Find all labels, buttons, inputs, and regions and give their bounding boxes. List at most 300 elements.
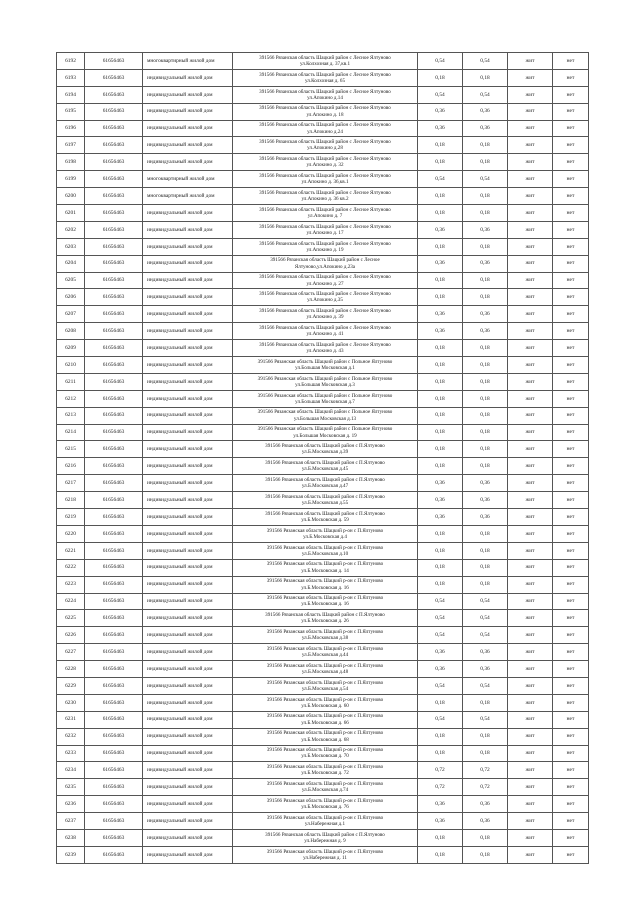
usage-cell: жит [508,677,553,694]
row-number-cell: 6211 [57,373,85,390]
address-line-1: 391566 Рязанская область Шацкий район с Лесное Ялтуново [259,291,391,298]
oktmo-code-cell: 61656463 [85,323,143,340]
usage-cell: жит [508,796,553,813]
address-line-1: 391566 Рязанская область Шацкий р-он с П.Ялтуново [266,578,384,585]
address-line-1: 391566 Рязанская область Шацкий район с Лесное Ялтуново [259,88,391,95]
flag-cell: нет [553,103,589,120]
value-a-cell: 0,18 [418,542,463,559]
value-a-cell: 0,18 [418,728,463,745]
row-number-cell: 6239 [57,846,85,863]
flag-cell: нет [553,525,589,542]
building-type-cell: индивидуальный жилой дом [143,728,233,745]
address-line-2: ул.Апокино д. 32 [306,162,344,169]
address-cell [233,272,418,289]
usage-cell: жит [508,542,553,559]
address-line-2: ул.Б.Московская д. 66 [301,719,349,726]
building-type-cell: индивидуальный жилой дом [143,677,233,694]
oktmo-code-cell: 61656463 [85,458,143,475]
address-line-1: 391566 Рязанская область Шацкий район с Польное Ялтуново [257,392,393,399]
value-b-cell: 0,36 [463,306,508,323]
address-line-2: ул.Большая Московская д.3 [295,381,355,388]
address-cell [233,711,418,728]
building-type-cell: индивидуальный жилой дом [143,475,233,492]
value-b-cell: 0,54 [463,610,508,627]
building-type-cell: индивидуальный жилой дом [143,205,233,222]
row-number-cell: 6216 [57,458,85,475]
value-a-cell: 0,18 [418,576,463,593]
oktmo-code-cell: 61656463 [85,542,143,559]
row-number-cell: 6214 [57,424,85,441]
table-row [57,424,589,441]
building-type-cell: индивидуальный жилой дом [143,424,233,441]
table-row [57,779,589,796]
value-b-cell: 0,18 [463,694,508,711]
address-cell [233,137,418,154]
usage-cell: жит [508,475,553,492]
value-a-cell: 0,18 [418,829,463,846]
address-line-2: ул.Апокино д. 17 [306,229,344,236]
flag-cell: нет [553,677,589,694]
address-line-2: ул.Апокино д.14 [307,94,343,101]
address-line-2: ул.Б.Московская д. 76 [301,804,349,811]
flag-cell: нет [553,407,589,424]
building-type-cell: индивидуальный жилой дом [143,306,233,323]
flag-cell: нет [553,357,589,374]
row-number-cell: 6192 [57,53,85,70]
value-b-cell: 0,18 [463,424,508,441]
address-cell [233,593,418,610]
oktmo-code-cell: 61656463 [85,407,143,424]
oktmo-code-cell: 61656463 [85,728,143,745]
address-line-2: ул.Б.Московская д. 72 [301,770,349,777]
usage-cell: жит [508,407,553,424]
address-cell [233,796,418,813]
address-line-2: ул.Б.Московская д.10 [301,550,349,557]
usage-cell: жит [508,610,553,627]
value-a-cell: 0,18 [418,441,463,458]
address-cell [233,103,418,120]
oktmo-code-cell: 61656463 [85,255,143,272]
value-b-cell: 0,54 [463,86,508,103]
address-line-1: 391566 Рязанская область Шацкий район с Лесное Ялтуново [259,189,391,196]
address-line-2: ул.Набережная д. 9 [304,837,346,844]
flag-cell: нет [553,323,589,340]
oktmo-code-cell: 61656463 [85,154,143,171]
address-line-1: 391566 Рязанская область Шацкий р-он с П.Ялтуново [266,629,384,636]
value-b-cell: 0,72 [463,762,508,779]
building-type-cell: индивидуальный жилой дом [143,661,233,678]
address-line-1: 391566 Рязанская область Шацкий район с Польное Ялтуново [257,375,393,382]
usage-cell: жит [508,272,553,289]
value-b-cell: 0,54 [463,677,508,694]
building-type-cell: индивидуальный жилой дом [143,542,233,559]
row-number-cell: 6231 [57,711,85,728]
value-a-cell: 0,36 [418,492,463,509]
address-line-2: ул.Б.Московская д.55 [301,500,349,507]
usage-cell: жит [508,323,553,340]
flag-cell: нет [553,306,589,323]
address-line-2: ул.Большая Московская д. 19 [293,432,357,439]
oktmo-code-cell: 61656463 [85,340,143,357]
oktmo-code-cell: 61656463 [85,188,143,205]
usage-cell: жит [508,728,553,745]
building-type-cell: индивидуальный жилой дом [143,289,233,306]
building-type-cell: индивидуальный жилой дом [143,221,233,238]
address-cell [233,813,418,830]
value-a-cell: 0,36 [418,323,463,340]
value-b-cell: 0,54 [463,593,508,610]
address-line-2: ул.Б.Московская д.48 [301,669,349,675]
value-b-cell: 0,18 [463,559,508,576]
oktmo-code-cell: 61656463 [85,53,143,70]
address-line-1: 391566 Рязанская область Шацкий район с Лесное Ялтуново [259,308,391,315]
usage-cell: жит [508,120,553,137]
table-row [57,559,589,576]
value-b-cell: 0,36 [463,120,508,137]
address-cell [233,509,418,526]
usage-cell: жит [508,390,553,407]
value-a-cell: 0,18 [418,424,463,441]
building-type-cell: индивидуальный жилой дом [143,407,233,424]
address-cell [233,154,418,171]
row-number-cell: 6206 [57,289,85,306]
table-row [57,576,589,593]
usage-cell: жит [508,509,553,526]
usage-cell: жит [508,171,553,188]
table-row [57,610,589,627]
flag-cell: нет [553,796,589,813]
address-line-1: 391566 Рязанская область Шацкий р-он с П.Ялтуново [266,662,384,669]
value-b-cell: 0,18 [463,340,508,357]
usage-cell: жит [508,154,553,171]
address-line-1: 391566 Рязанская область Шацкий район с П.Ялтуново [265,493,385,500]
row-number-cell: 6194 [57,86,85,103]
row-number-cell: 6235 [57,779,85,796]
value-b-cell: 0,18 [463,390,508,407]
address-line-1: 391566 Рязанская область Шацкий р-он с П.Ялтуново [266,781,384,788]
building-type-cell: индивидуальный жилой дом [143,255,233,272]
oktmo-code-cell: 61656463 [85,779,143,796]
value-a-cell: 0,36 [418,475,463,492]
address-cell [233,829,418,846]
table-row [57,745,589,762]
oktmo-code-cell: 61656463 [85,846,143,863]
value-a-cell: 0,36 [418,644,463,661]
value-a-cell: 0,18 [418,559,463,576]
value-b-cell: 0,18 [463,154,508,171]
address-line-1: 391566 Рязанская область Шацкий р-он с П.Ялтуново [266,527,384,534]
address-line-2: ул.Апокино д.24 [307,128,343,135]
table-row [57,154,589,171]
building-type-cell: индивидуальный жилой дом [143,458,233,475]
value-a-cell: 0,54 [418,711,463,728]
value-b-cell: 0,18 [463,289,508,306]
usage-cell: жит [508,661,553,678]
address-cell [233,542,418,559]
address-line-1: 391566 Рязанская область Шацкий район с Лесное Ялтуново [259,324,391,331]
table-row [57,475,589,492]
table-row [57,711,589,728]
flag-cell: нет [553,813,589,830]
flag-cell: нет [553,238,589,255]
table-row [57,289,589,306]
address-cell [233,86,418,103]
row-number-cell: 6230 [57,694,85,711]
flag-cell: нет [553,728,589,745]
row-number-cell: 6203 [57,238,85,255]
usage-cell: жит [508,813,553,830]
row-number-cell: 6227 [57,644,85,661]
document-page [56,52,588,864]
row-number-cell: 6210 [57,357,85,374]
building-type-cell: индивидуальный жилой дом [143,813,233,830]
address-line-1: 391566 Рязанская область Шацкий район с Лесное Ялтуново [259,71,391,78]
value-a-cell: 0,36 [418,255,463,272]
row-number-cell: 6234 [57,762,85,779]
address-line-2: ул.Большая Московская д.1 [295,364,355,371]
usage-cell: жит [508,69,553,86]
oktmo-code-cell: 61656463 [85,627,143,644]
row-number-cell: 6236 [57,796,85,813]
address-line-2: ул.Апокино д. 7 [307,212,343,219]
address-line-2: ул.Апокино д. 43 [306,348,344,355]
address-cell [233,323,418,340]
table-row [57,407,589,424]
value-a-cell: 0,18 [418,340,463,357]
address-line-1: 391566 Рязанская область Шацкий район с Польное Ялтуново [257,409,393,416]
building-type-cell: индивидуальный жилой дом [143,711,233,728]
value-a-cell: 0,54 [418,86,463,103]
table-row [57,661,589,678]
building-type-cell: индивидуальный жилой дом [143,762,233,779]
value-a-cell: 0,18 [418,694,463,711]
flag-cell: нет [553,188,589,205]
address-line-1: 391566 Рязанская область Шацкий р-он с П.Ялтуново [266,595,384,602]
table-row [57,525,589,542]
address-line-2: ул.Б.Московская д.44 [301,652,349,659]
address-line-2: ул.Б.Московская д.74 [301,787,349,794]
usage-cell: жит [508,762,553,779]
table-row [57,509,589,526]
oktmo-code-cell: 61656463 [85,171,143,188]
value-a-cell: 0,36 [418,509,463,526]
flag-cell: нет [553,644,589,661]
table-row [57,69,589,86]
address-cell [233,188,418,205]
flag-cell: нет [553,424,589,441]
value-a-cell: 0,36 [418,661,463,678]
usage-cell: жит [508,441,553,458]
value-b-cell: 0,54 [463,627,508,644]
address-cell [233,661,418,678]
table-row [57,323,589,340]
table-row [57,728,589,745]
address-cell [233,576,418,593]
address-line-1: 391566 Рязанская область Шацкий р-он с П.Ялтуново [266,764,384,771]
address-cell [233,610,418,627]
address-cell [233,779,418,796]
value-a-cell: 0,72 [418,779,463,796]
oktmo-code-cell: 61656463 [85,424,143,441]
table-row [57,86,589,103]
flag-cell: нет [553,745,589,762]
address-line-2: ул.Апокино д. 36 кв.2 [301,196,349,203]
address-line-2: ул.Б.Московская д.38 [301,635,349,642]
building-type-cell: индивидуальный жилой дом [143,694,233,711]
row-number-cell: 6222 [57,559,85,576]
row-number-cell: 6212 [57,390,85,407]
row-number-cell: 6224 [57,593,85,610]
value-b-cell: 0,18 [463,137,508,154]
address-line-1: 391566 Рязанская область Шацкий район с Лесное [270,257,380,264]
oktmo-code-cell: 61656463 [85,289,143,306]
row-number-cell: 6225 [57,610,85,627]
value-b-cell: 0,54 [463,171,508,188]
address-line-1: 391566 Рязанская область Шацкий район с П.Ялтуново [265,612,385,619]
value-a-cell: 0,18 [418,188,463,205]
building-type-cell: индивидуальный жилой дом [143,559,233,576]
address-cell [233,238,418,255]
building-type-cell: индивидуальный жилой дом [143,323,233,340]
usage-cell: жит [508,593,553,610]
address-cell [233,390,418,407]
value-b-cell: 0,18 [463,542,508,559]
building-type-cell: индивидуальный жилой дом [143,492,233,509]
building-type-cell: индивидуальный жилой дом [143,846,233,863]
building-type-cell: индивидуальный жилой дом [143,69,233,86]
value-b-cell: 0,54 [463,711,508,728]
housing-registry-table [56,52,589,864]
value-a-cell: 0,54 [418,627,463,644]
oktmo-code-cell: 61656463 [85,711,143,728]
row-number-cell: 6204 [57,255,85,272]
table-row [57,373,589,390]
flag-cell: нет [553,762,589,779]
row-number-cell: 6200 [57,188,85,205]
address-cell [233,357,418,374]
address-cell [233,171,418,188]
address-line-2: ул.Б.Московская д. 16 [301,601,349,608]
address-line-1: 391566 Рязанская область Шацкий район с П.Ялтуново [265,831,385,838]
value-a-cell: 0,36 [418,103,463,120]
usage-cell: жит [508,779,553,796]
flag-cell: нет [553,711,589,728]
value-a-cell: 0,36 [418,306,463,323]
address-line-2: ул.Б.Московская д. 26 [301,618,349,625]
address-line-1: 391566 Рязанская область Шацкий район с Лесное Ялтуново [259,54,391,61]
flag-cell: нет [553,610,589,627]
value-a-cell: 0,18 [418,272,463,289]
address-line-2: ул.Апокино д. 18 [306,111,344,118]
address-line-2: ул.Б.Московская д. 14 [301,567,349,574]
address-cell [233,846,418,863]
address-line-1: 391566 Рязанская область Шацкий р-он с П.Ялтуново [266,730,384,737]
table-row [57,593,589,610]
value-a-cell: 0,18 [418,69,463,86]
address-line-2: ул.Апокино д. 27 [306,280,344,287]
building-type-cell: индивидуальный жилой дом [143,86,233,103]
value-b-cell: 0,18 [463,458,508,475]
building-type-cell: индивидуальный жилой дом [143,272,233,289]
address-cell [233,69,418,86]
usage-cell: жит [508,188,553,205]
building-type-cell: многоквартирный жилой дом [143,53,233,70]
row-number-cell: 6195 [57,103,85,120]
value-b-cell: 0,36 [463,492,508,509]
value-b-cell: 0,36 [463,644,508,661]
flag-cell: нет [553,272,589,289]
usage-cell: жит [508,53,553,70]
address-line-2: ул.Колхозная д. 37,кв.1 [299,60,351,67]
address-cell [233,205,418,222]
table-row [57,644,589,661]
value-b-cell: 0,36 [463,661,508,678]
row-number-cell: 6217 [57,475,85,492]
building-type-cell: индивидуальный жилой дом [143,525,233,542]
address-line-1: 391566 Рязанская область Шацкий р-он с П.Ялтуново [266,747,384,754]
usage-cell: жит [508,846,553,863]
address-line-1: 391566 Рязанская область Шацкий район с Лесное Ялтуново [259,274,391,281]
address-line-1: 391566 Рязанская область Шацкий район с Польное Ялтуново [257,426,393,433]
row-number-cell: 6207 [57,306,85,323]
value-a-cell: 0,18 [418,390,463,407]
usage-cell: жит [508,205,553,222]
usage-cell: жит [508,458,553,475]
address-cell [233,53,418,70]
flag-cell: нет [553,441,589,458]
flag-cell: нет [553,69,589,86]
address-line-1: 391566 Рязанская область Шацкий р-он с П.Ялтуново [266,848,384,855]
address-line-2: ул.Большая Московская д.7 [295,398,355,405]
usage-cell: жит [508,694,553,711]
oktmo-code-cell: 61656463 [85,610,143,627]
address-line-1: 391566 Рязанская область Шацкий район с Лесное Ялтуново [259,223,391,230]
address-line-1: 391566 Рязанская область Шацкий район с П.Ялтуново [265,477,385,483]
value-b-cell: 0,18 [463,525,508,542]
address-line-1: 391566 Рязанская область Шацкий р-он с П.Ялтуново [266,696,384,703]
address-cell [233,340,418,357]
row-number-cell: 6193 [57,69,85,86]
row-number-cell: 6229 [57,677,85,694]
table-row [57,171,589,188]
building-type-cell: индивидуальный жилой дом [143,238,233,255]
oktmo-code-cell: 61656463 [85,576,143,593]
value-a-cell: 0,18 [418,238,463,255]
address-line-1: 391566 Рязанская область Шацкий район с Лесное Ялтуново [259,156,391,163]
flag-cell: нет [553,559,589,576]
flag-cell: нет [553,255,589,272]
building-type-cell: индивидуальный жилой дом [143,779,233,796]
flag-cell: нет [553,373,589,390]
table-row [57,829,589,846]
building-type-cell: индивидуальный жилой дом [143,509,233,526]
address-cell [233,762,418,779]
address-line-2: ул.Набережная д. 11 [303,854,347,861]
usage-cell: жит [508,711,553,728]
address-line-2: ул.Б.Московская д. 59 [301,516,349,523]
value-a-cell: 0,18 [418,745,463,762]
usage-cell: жит [508,137,553,154]
flag-cell: нет [553,221,589,238]
oktmo-code-cell: 61656463 [85,221,143,238]
value-b-cell: 0,18 [463,846,508,863]
value-b-cell: 0,18 [463,205,508,222]
oktmo-code-cell: 61656463 [85,813,143,830]
value-b-cell: 0,18 [463,373,508,390]
oktmo-code-cell: 61656463 [85,745,143,762]
address-line-2: ул.Б.Московская д.54 [301,685,349,692]
value-b-cell: 0,18 [463,829,508,846]
